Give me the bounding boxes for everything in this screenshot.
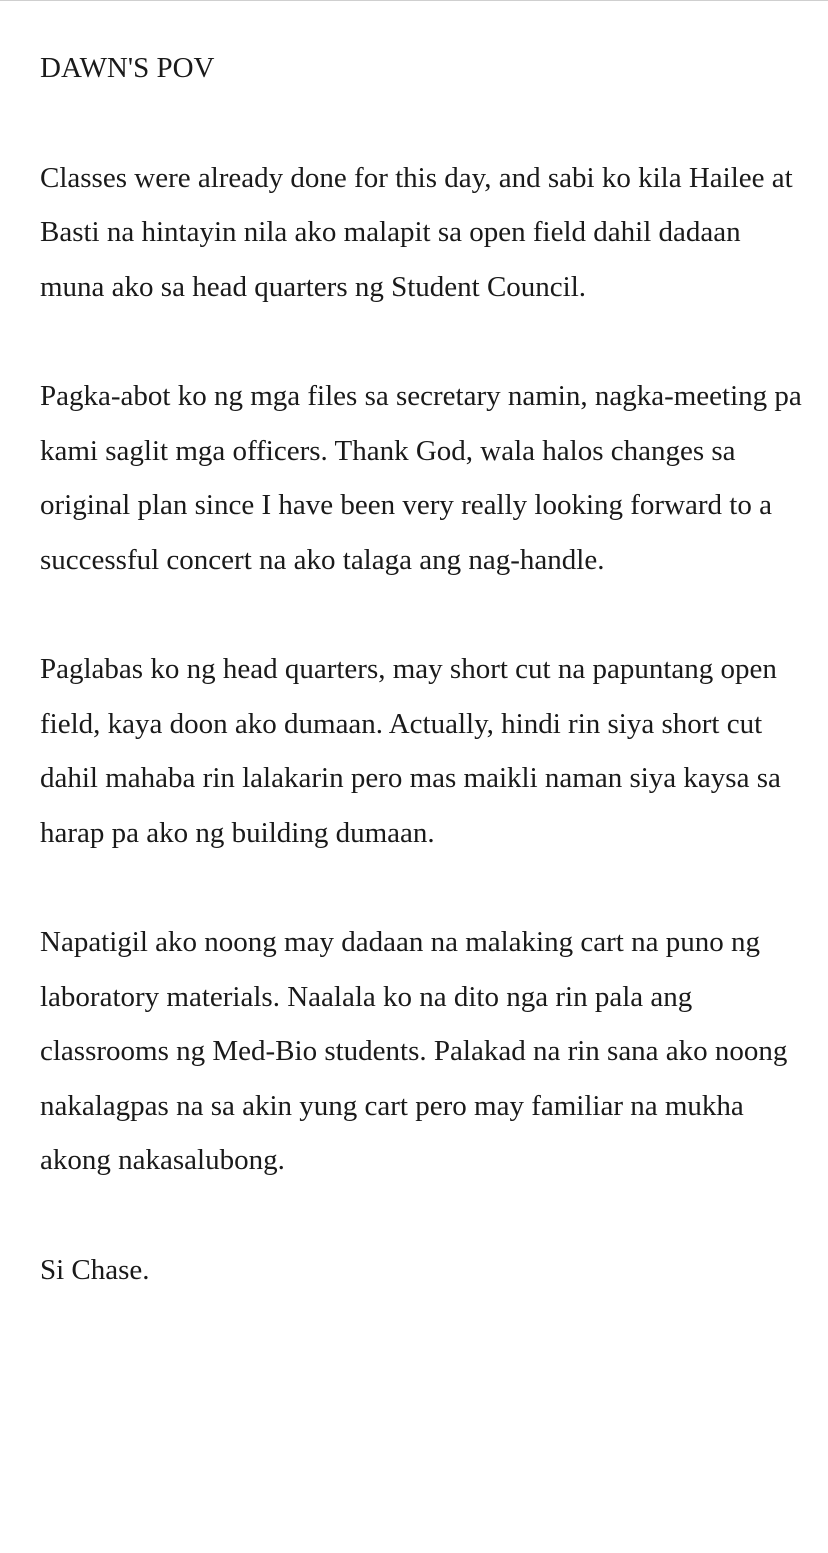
paragraph-gap bbox=[40, 587, 810, 642]
story-paragraph: Classes were already done for this day, and sabi ko kila Hailee at Basti na hintayin nila ako malapit sa open field dahil dadaan muna ako sa head quarters ng Student Council. bbox=[40, 161, 793, 303]
chapter-heading: DAWN'S POV bbox=[40, 52, 215, 84]
story-paragraph: Pagka-abot ko ng mga files sa secretary namin, nagka-meeting pa kami saglit mga officers. Thank God, wala halos changes sa original plan since I have been very really looking forward to a successful concert na ako talaga ang nag-handle. bbox=[40, 380, 802, 576]
story-paragraph: Si Chase. bbox=[40, 1253, 150, 1286]
story-paragraph: Napatigil ako noong may dadaan na malaking cart na puno ng laboratory materials. Naalala ko na dito nga rin pala ang classrooms ng Med-Bio students. Palakad na rin sana ako noong nakalagpas na sa akin yung cart pero may familiar na mukha akong nakasalubong. bbox=[40, 926, 788, 1176]
paragraph-gap bbox=[40, 314, 810, 369]
story-page bbox=[40, 41, 810, 1297]
paragraph-gap bbox=[40, 96, 810, 151]
story-paragraph: Paglabas ko ng head quarters, may short cut na papuntang open field, kaya doon ako dumaan. Actually, hindi rin siya short cut dahil mahaba rin lalakarin pero mas maikli naman siya kaysa sa harap pa ako ng building dumaan. bbox=[40, 653, 781, 849]
paragraph-gap bbox=[40, 1188, 810, 1243]
paragraph-gap bbox=[40, 860, 810, 915]
